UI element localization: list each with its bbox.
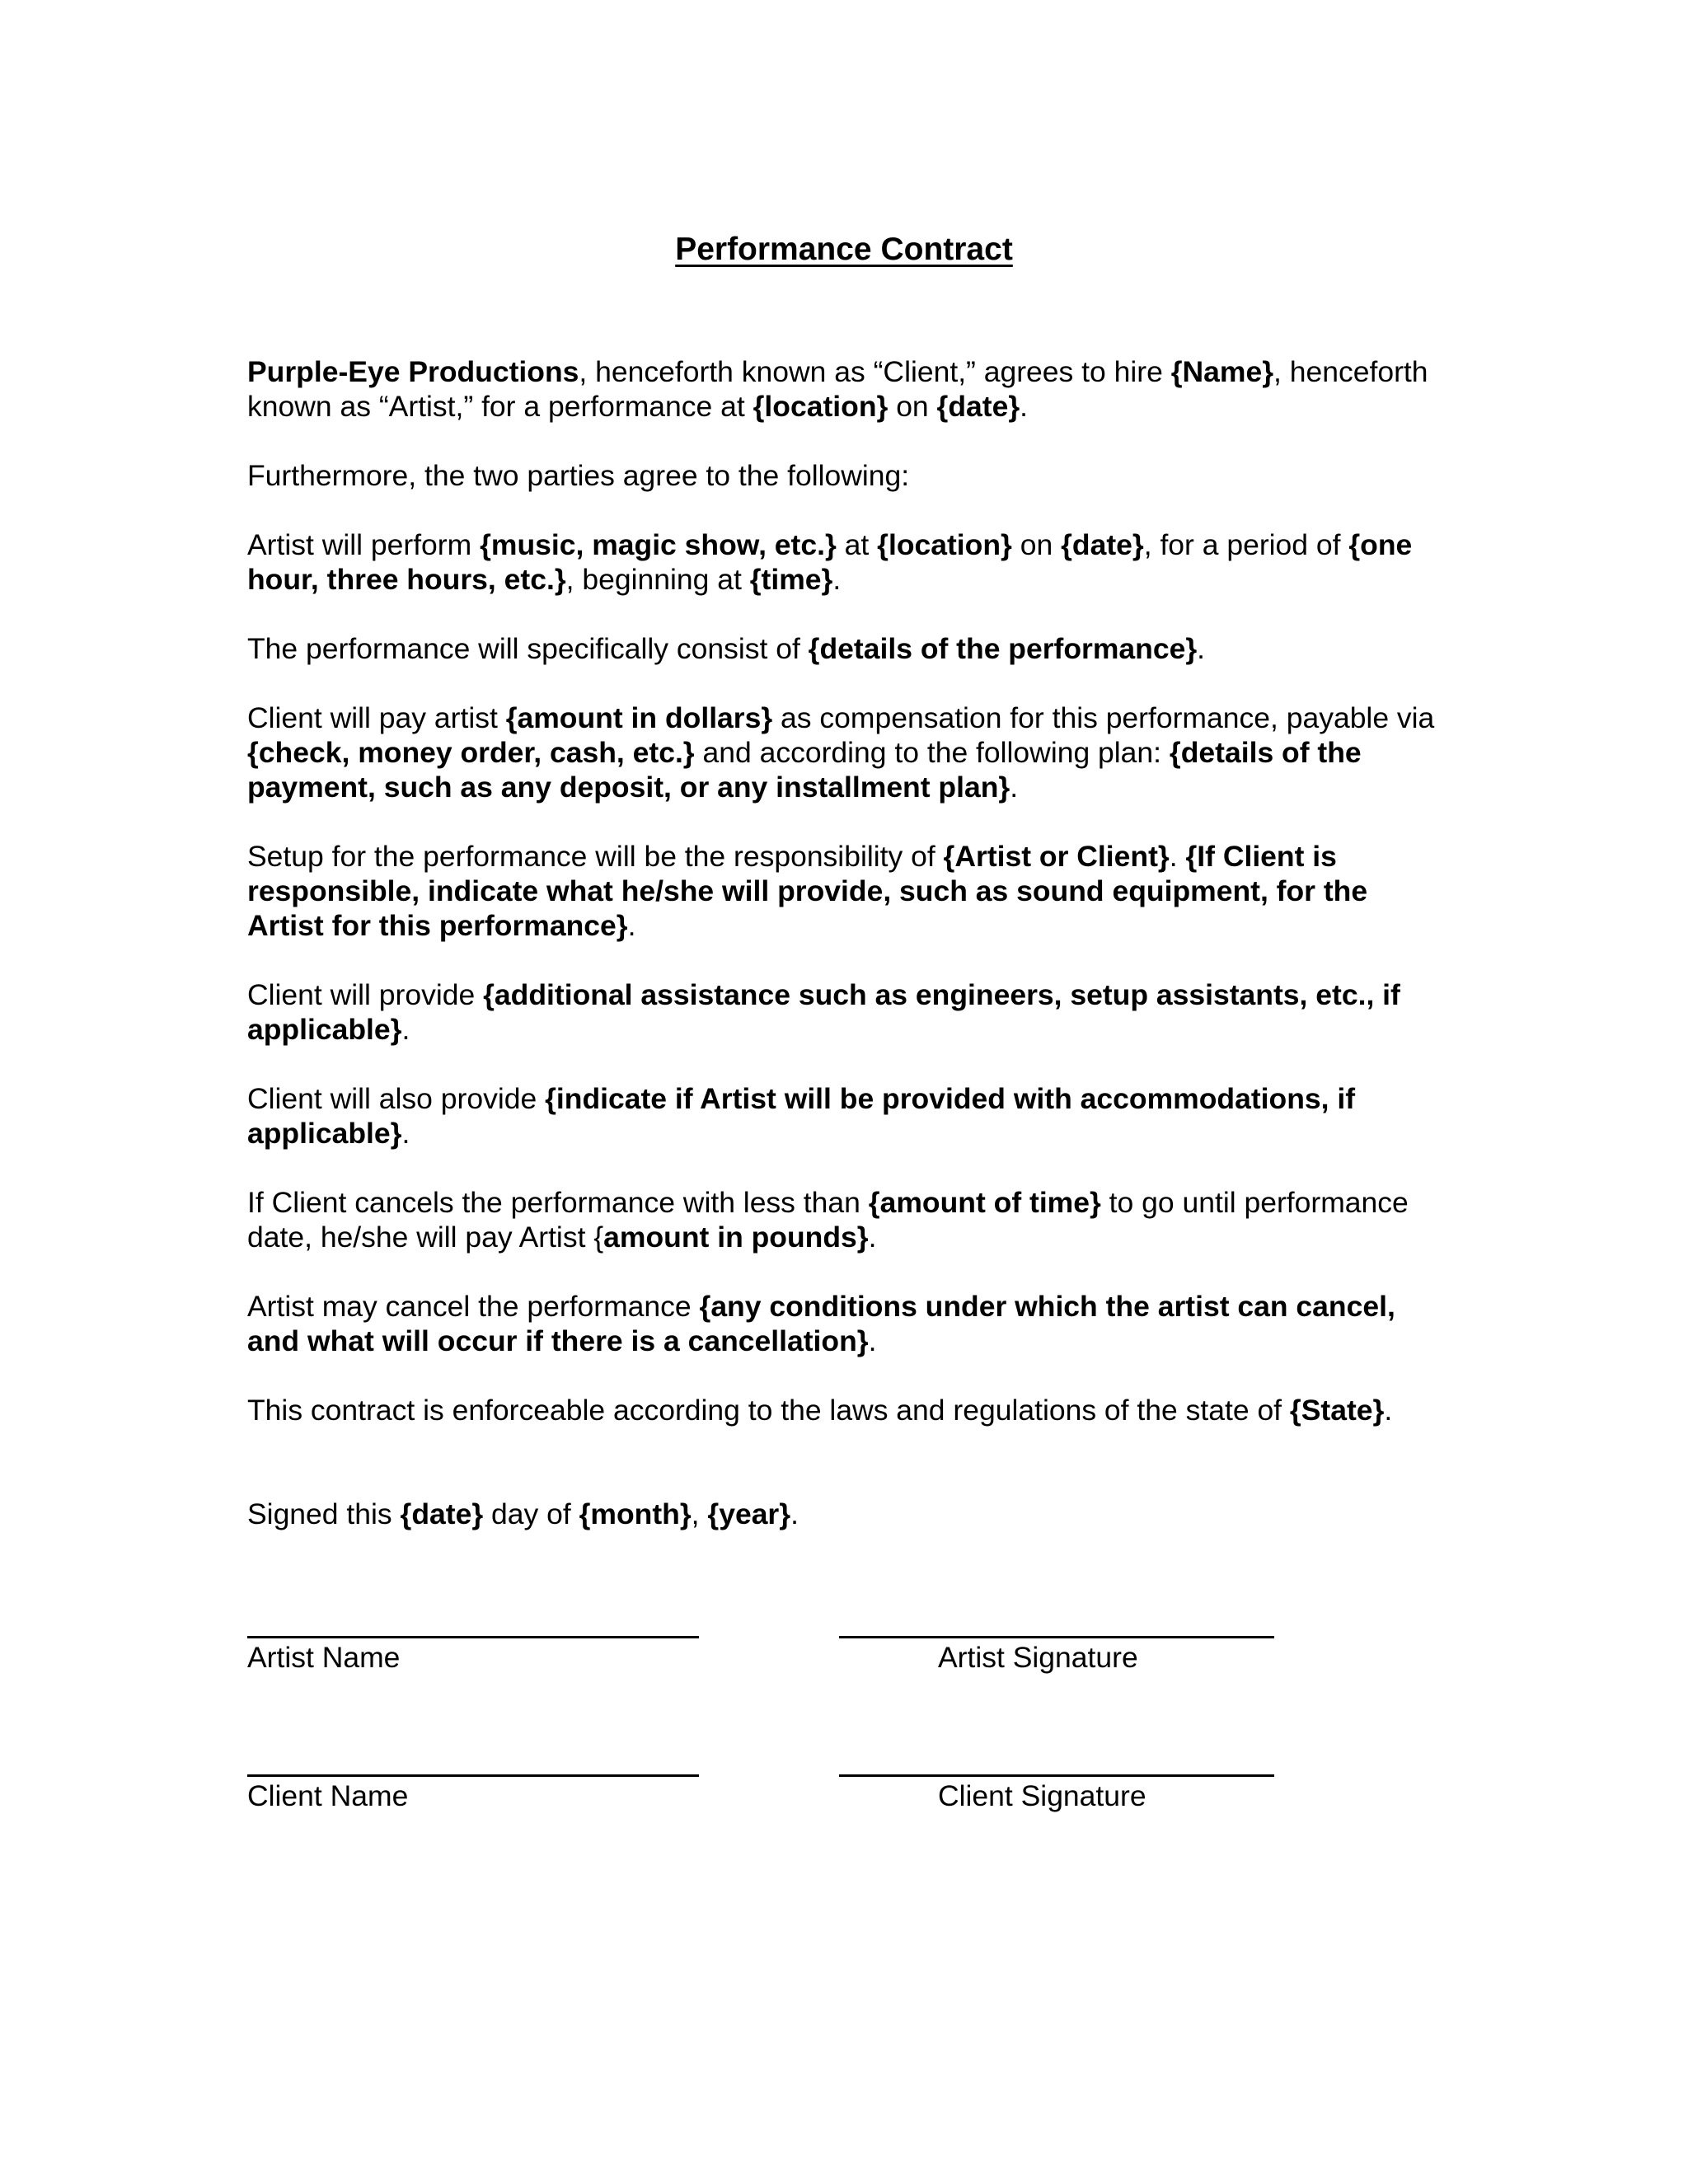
placeholder-month: {month} xyxy=(579,1497,692,1530)
artist-name-line[interactable] xyxy=(247,1636,699,1638)
placeholder-year: {year} xyxy=(707,1497,791,1530)
paragraph-payment xyxy=(247,701,1442,804)
placeholder-assistance: {additional assistance such as engineers, setup assistants, etc., if applicable} xyxy=(247,978,1400,1046)
artist-signature-line[interactable] xyxy=(839,1636,1274,1638)
client-company-name: Purple-Eye Productions xyxy=(247,355,579,388)
page-title-text: Performance Contract xyxy=(675,232,1013,267)
artist-name-label: Artist Name xyxy=(247,1641,401,1674)
paragraph-text: Client will pay artist xyxy=(247,701,506,734)
paragraph-text: and according to the following plan: xyxy=(694,736,1170,769)
placeholder-performance-type: {music, magic show, etc.} xyxy=(480,528,837,561)
paragraph-setup xyxy=(247,839,1442,943)
placeholder-name: {Name} xyxy=(1170,355,1274,388)
paragraph-text: . xyxy=(401,1117,410,1150)
page-title xyxy=(0,229,1688,270)
placeholder-amount: {amount in dollars} xyxy=(505,701,773,734)
paragraph-text: . xyxy=(868,1324,877,1357)
paragraph-text: . xyxy=(1020,390,1029,423)
paragraph-text: day of xyxy=(483,1497,579,1530)
client-name-label: Client Name xyxy=(247,1779,409,1812)
paragraph-text: , beginning at xyxy=(565,563,750,596)
paragraph-text: Artist will perform xyxy=(247,528,481,561)
paragraph-text: If Client cancels the performance with less than xyxy=(247,1186,869,1219)
placeholder-location: {location} xyxy=(877,528,1012,561)
paragraph-text: Setup for the performance will be the responsibility of xyxy=(247,840,944,873)
placeholder-location: {location} xyxy=(753,390,889,423)
placeholder-time: {time} xyxy=(749,563,833,596)
paragraph-text: , henceforth known as “Client,” agrees to hire xyxy=(579,355,1171,388)
paragraph-text: , for a period of xyxy=(1143,528,1349,561)
paragraph-artist-cancellation xyxy=(247,1289,1442,1358)
paragraph-parties xyxy=(247,354,1442,424)
paragraph-text: Artist may cancel the performance xyxy=(247,1290,700,1323)
placeholder-date: {date} xyxy=(400,1497,484,1530)
paragraph-text: . xyxy=(401,1013,410,1046)
paragraph-text: . xyxy=(790,1497,799,1530)
paragraph-text: . xyxy=(1384,1394,1393,1427)
paragraph-text: . xyxy=(868,1221,877,1254)
paragraph-text: to go until performance date, he/she will pay Artist { xyxy=(247,1186,1409,1254)
client-signature-line[interactable] xyxy=(839,1774,1274,1777)
paragraph-text: . xyxy=(627,909,636,942)
paragraph-text: The performance will specifically consist of xyxy=(247,632,809,665)
paragraph-text: . xyxy=(1197,632,1206,665)
placeholder-date: {date} xyxy=(1061,528,1144,561)
paragraph-text: on xyxy=(888,390,937,423)
client-name-line[interactable] xyxy=(247,1774,699,1777)
placeholder-amount-in-pounds: amount in pounds} xyxy=(603,1221,869,1254)
paragraph-text: . xyxy=(1010,771,1019,804)
paragraph-governing-law xyxy=(247,1393,1442,1427)
paragraph-text: Signed this xyxy=(247,1497,401,1530)
paragraph-signed-date xyxy=(247,1497,1442,1531)
paragraph-client-cancellation xyxy=(247,1185,1442,1254)
paragraph-text: as compensation for this performance, payable via xyxy=(772,701,1435,734)
paragraph-text: at xyxy=(836,528,878,561)
paragraph-text: , henceforth known as “Artist,” for a performance at xyxy=(247,355,1428,423)
artist-signature-label: Artist Signature xyxy=(938,1641,1138,1674)
paragraph-text: Client will also provide xyxy=(247,1082,546,1115)
placeholder-payment-plan: {details of the payment, such as any deposit, or any installment plan} xyxy=(247,736,1362,804)
paragraph-agreement-intro xyxy=(247,458,1442,493)
placeholder-setup-party: {Artist or Client} xyxy=(943,840,1170,873)
placeholder-date: {date} xyxy=(936,390,1020,423)
placeholder-duration: {one hour, three hours, etc.} xyxy=(247,528,1413,596)
paragraph-text: . xyxy=(1169,840,1186,873)
paragraph-text: . xyxy=(832,563,842,596)
paragraph-text: on xyxy=(1011,528,1062,561)
paragraph-text: Client will provide xyxy=(247,978,484,1011)
placeholder-performance-details: {details of the performance} xyxy=(808,632,1198,665)
placeholder-payment-method: {check, money order, cash, etc.} xyxy=(247,736,695,769)
paragraph-text: This contract is enforceable according to the laws and regulations of the state of xyxy=(247,1394,1290,1427)
client-signature-label: Client Signature xyxy=(938,1779,1146,1812)
paragraph-accommodations xyxy=(247,1081,1442,1151)
paragraph-assistance xyxy=(247,977,1442,1047)
paragraph-performance-details xyxy=(247,631,1442,666)
placeholder-accommodations: {indicate if Artist will be provided with accommodations, if applicable} xyxy=(247,1082,1356,1150)
placeholder-amount-of-time: {amount of time} xyxy=(868,1186,1101,1219)
paragraph-text: Furthermore, the two parties agree to the following: xyxy=(247,459,910,492)
paragraph-performance xyxy=(247,527,1442,597)
placeholder-state: {State} xyxy=(1289,1394,1385,1427)
paragraph-text: , xyxy=(691,1497,708,1530)
placeholder-setup-details: {If Client is responsible, indicate what he/she will provide, such as sound equipment, for the Artist for this performance} xyxy=(247,840,1368,942)
placeholder-cancel-conditions: {any conditions under which the artist can cancel, and what will occur if there is a cancellation} xyxy=(247,1290,1395,1357)
